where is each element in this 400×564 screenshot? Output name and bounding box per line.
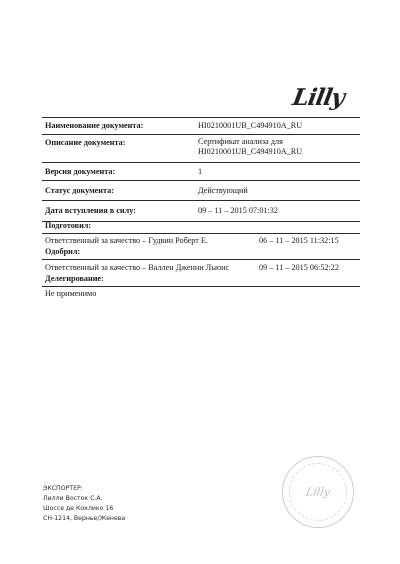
document-description-label: Описание документа:: [45, 138, 126, 147]
approved-by-date: 09 – 11 – 2015 06:52:22: [259, 263, 339, 272]
exporter-company: Лилли Восток С.А.: [43, 495, 103, 502]
approved-by-name: Ответственный за качество – Валлен Дженни Льюис: [45, 263, 230, 272]
exporter-heading: ЭКСПОРТЕР:: [43, 485, 83, 492]
document-status-label: Статус документа:: [45, 186, 114, 195]
lilly-logo: Lilly: [290, 84, 347, 111]
effective-date-label: Дата вступления в силу:: [45, 206, 136, 215]
exporter-city: CH-1214, Вернье/Женева: [43, 515, 126, 522]
document-name-label: Наименование документа:: [45, 121, 144, 130]
delegation-heading: Делегирование:: [42, 274, 360, 287]
document-version-row: [42, 163, 360, 181]
document-description-row: [42, 135, 360, 163]
prepared-by-date: 06 – 11 – 2015 11:32:15: [259, 236, 339, 245]
prepared-by-name: Ответственный за качество – Гудвин Роберт Е.: [45, 236, 208, 245]
effective-date-row: [42, 201, 360, 222]
prepared-by-heading: Подготовил:: [42, 221, 360, 234]
exporter-street: Шоссе де Коклико 16: [43, 505, 114, 512]
delegation-value: Не применимо: [45, 289, 97, 298]
document-status-value: Действующий: [198, 186, 248, 195]
stamp-logo: Lilly: [304, 485, 332, 499]
document-name-value: HI0210001UB_C494910A_RU: [198, 121, 303, 130]
description-word: Сертификат: [198, 137, 240, 146]
document-version-value: 1: [198, 167, 203, 176]
prepared-by-signature: [42, 236, 360, 246]
document-metadata-table: [42, 117, 360, 222]
document-version-label: Версия документа:: [45, 167, 116, 176]
document-description-value: [198, 137, 356, 157]
effective-date-value: 09 – 11 – 2015 07:01:32: [198, 206, 278, 215]
description-line-2: HI0210001UB_C494910A_RU: [198, 147, 303, 156]
approved-by-signature: [42, 263, 360, 273]
document-status-row: [42, 181, 360, 201]
description-line-1: [198, 137, 356, 147]
description-word: анализа: [241, 137, 269, 146]
document-name-row: [42, 117, 360, 135]
company-stamp: [282, 456, 354, 528]
approved-by-heading: Одобрил:: [42, 247, 360, 260]
description-word: для: [270, 137, 283, 146]
exporter-address: [43, 484, 125, 524]
